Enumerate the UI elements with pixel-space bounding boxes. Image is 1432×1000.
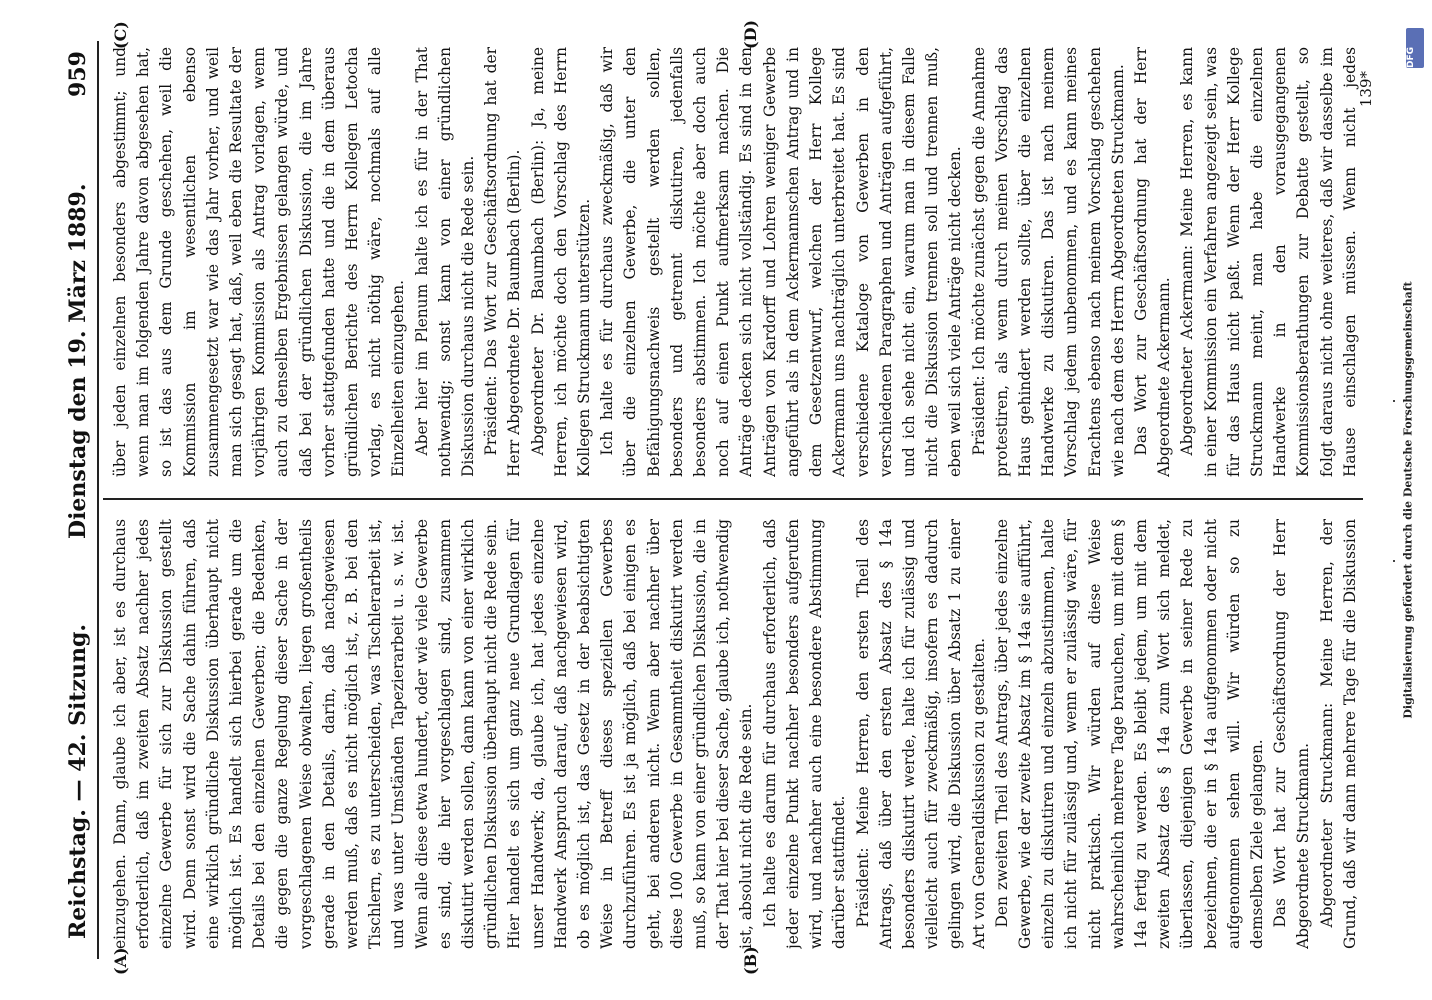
- digitization-credit: Digitalisierung gefördert durch die Deutsche Forschungsgemeinschaft: [1401, 281, 1415, 719]
- header-center: Dienstag den 19. März 1889.: [65, 183, 91, 539]
- header-rule: [97, 41, 99, 959]
- right-column: [109, 47, 1359, 477]
- left-column: [109, 519, 1359, 949]
- paragraph: Abgeordneter Ackermann: Meine Herren, es kann in einer Kommission ein Verfahren angezeigt sein, was für das Haus nicht paßt. Wenn der Herr Kollege Struckmann meint, man habe die einzelnen Handwerke in den vorausgegangenen Kommissionsberathungen zur Debatte gestellt, so folgt daraus nicht ohne weiteres, daß wir dasselbe im Hause einschlagen müssen. Wenn nicht jedes: [1178, 47, 1359, 477]
- paragraph: Abgeordneter Struckmann: Meine Herren, der Grund, daß wir dann mehrere Tage für die Diskussion: [1317, 519, 1359, 949]
- marker-b: (B): [741, 946, 760, 975]
- dfg-logo: [1406, 28, 1424, 68]
- paragraph: Präsident: Das Wort zur Geschäftsordnung hat der Herr Abgeordnete Dr. Baumbach (Berlin).: [482, 47, 524, 477]
- paragraph: über jeden einzelnen besonders abgestimmt; und wenn man im folgenden Jahre davon abgesehen hat, so ist das aus dem Grunde geschehen, weil die Kommission im wesentlichen ebenso zusammengesetzt war wie das Jahr vorher, und weil man sich gesagt hat, daß, weil eben die Resultate der vorjährigen Kommission als Antrag vorlagen, wenn auch zu denselben Ergebnissen gelangen würde, und daß bei der gründlichen Diskussion, die im Jahre vorher stattgefunden hatte und die in dem überaus gründlichen Berichte des Herrn Kollegen Letocha vorlag, es nicht nöthig wäre, nochmals auf alle Einzelheiten einzugehen.: [111, 47, 408, 477]
- page-header: [59, 41, 99, 959]
- paragraph: Präsident: Ich möchte zunächst gegen die Annahme protestiren, als wenn durch meinen Vorschlag das Haus gehindert werden sollte, über die einzelnen Handwerke zu diskutiren. Das ist nach meinem Vorschlag jedem unbenommen, und es kann meines Erachtens ebenso nach meinem Vorschlag geschehen wie nach dem des Herrn Abgeordneten Struckmann.: [969, 47, 1127, 477]
- dfg-logo-text: DFG: [1406, 46, 1416, 68]
- paragraph: Präsident: Meine Herren, den ersten Theil des Antrags, daß über den ersten Absatz des § 14a besonders diskutirt werde, halte ich für zulässig und vielleicht auch für zweckmäßig, insofern es dadurch gelingen wird, die Diskussion über Absatz 1 zu einer Art von Generaldiskussion zu gestalten.: [853, 519, 988, 949]
- paragraph: Das Wort zur Geschäftsordnung hat der Herr Abgeordnete Ackermann.: [1131, 47, 1174, 477]
- paragraph: Ich halte es für durchaus zweckmäßig, daß wir über die einzelnen Gewerbe, die unter den Befähigungsnachweis gestellt werden sollen, besonders und getrennt diskutiren, jedenfalls besonders abstimmen. Ich möchte aber doch auch noch auf einen Punkt aufmerksam machen. Die Anträge decken sich nicht vollständig. Es sind in den Anträgen von Kardorff und Lohren weniger Gewerbe angeführt als in dem Ackermannschen Antrag und in dem Gesetzentwurf, welchen der Herr Kollege Ackermann uns nachträglich unterbreitet hat. Es sind verschiedene Kataloge von Gewerben in den verschiedenen Paragraphen und Anträgen aufgeführt, und ich sehe nicht ein, warum man in diesem Falle nicht die Diskussion trennen soll und trennen muß, eben weil sich viele Anträge nicht decken.: [598, 47, 965, 477]
- marker-d: (D): [741, 19, 760, 49]
- paragraph: einzugehen. Dann, glaube ich aber, ist es durchaus erforderlich, daß im zweiten Absatz nachher jedes einzelne Gewerbe für sich zur Diskussion gestellt wird. Denn sonst wird die Sache dahin führen, daß eine wirklich gründliche Diskussion überhaupt nicht möglich ist. Es handelt sich hierbei gerade um die Details bei den einzelnen Gewerben; die Bedenken, die gegen die ganze Regelung dieser Sache in der vorgeschlagenen Weise obwalten, liegen großentheils gerade in den Details, darin, daß nachgewiesen werden muß, daß es nicht möglich ist, z. B. bei den Tischlern, es zu unterscheiden, was Tischlerarbeit ist, und was unter Umständen Tapezierarbeit u. s. w. ist. Wenn alle diese etwa hundert, oder wie viele Gewerbe es sind, die hier vorgeschlagen sind, zusammen diskutirt werden sollen, dann kann von einer wirklich gründlichen Diskussion überhaupt nicht die Rede sein. Hier handelt es sich um ganz neue Grundlagen für unser Handwerk; da, glaube ich, hat jedes einzelne Handwerk Anspruch darauf, daß nachgewiesen wird, ob es möglich ist, das Gesetz in der beabsichtigten Weise in Betreff dieses speziellen Gewerbes durchzuführen. Es ist ja möglich, daß bei einigen es geht, bei anderen nicht. Wenn aber nachher über diese 100 Gewerbe in Gesammtheit diskutirt werden muß, so kann von einer gründlichen Diskussion, die in der That hier bei dieser Sache, glaube ich, nothwendig ist, absolut nicht die Rede sein.: [111, 519, 756, 949]
- scan-dot: [1393, 400, 1395, 402]
- signature-mark: 139*: [1357, 71, 1375, 108]
- paragraph: Aber hier im Plenum halte ich es für in der That nothwendig; sonst kann von einer gründlichen Diskussion durchaus nicht die Rede sein.: [412, 47, 478, 477]
- marker-c: (C): [111, 21, 130, 49]
- document-page: [51, 21, 1381, 979]
- page-number: 959: [65, 51, 91, 97]
- paragraph: Den zweiten Theil des Antrags, über jedes einzelne Gewerbe, wie der zweite Absatz im § 14a sie aufführt, einzeln zu diskutiren und einzeln abzustimmen, halte ich nicht für zulässig und, wenn er zulässig wäre, für nicht praktisch. Wir würden auf diese Weise wahrscheinlich mehrere Tage brauchen, um mit dem § 14a fertig zu werden. Es bleibt jedem, um mit dem zweiten Absatz des § 14a zum Wort sich meldet, überlassen, diejenigen Gewerbe in seiner Rede zu bezeichnen, die er in § 14a aufgenommen oder nicht aufgenommen sehen will. Wir würden so zu demselben Ziele gelangen.: [992, 519, 1266, 949]
- paragraph: Ich halte es darum für durchaus erforderlich, daß jeder einzelne Punkt nachher besonders aufgerufen wird, und nachher auch eine besondere Abstimmung darüber stattfindet.: [760, 519, 849, 949]
- column-divider: [103, 498, 1363, 500]
- paragraph: Abgeordneter Dr. Baumbach (Berlin): Ja, meine Herren, ich möchte doch den Vorschlag des Herrn Kollegen Struckmann unterstützen.: [528, 47, 594, 477]
- paragraph: Das Wort hat zur Geschäftsordnung der Herr Abgeordnete Struckmann.: [1271, 519, 1313, 949]
- marker-a: (A): [111, 947, 130, 975]
- header-left: Reichstag. — 42. Sitzung.: [65, 623, 91, 939]
- scan-dot: [1393, 560, 1395, 562]
